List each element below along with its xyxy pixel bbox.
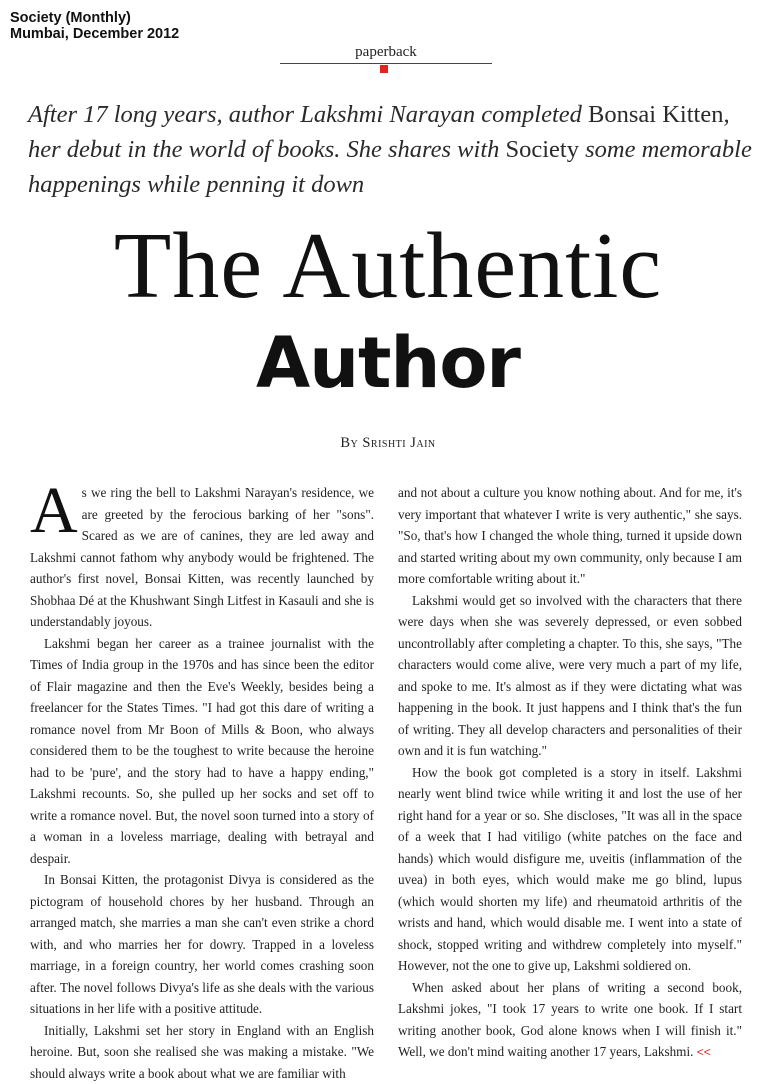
end-of-article-mark: <<	[697, 1045, 711, 1059]
section-rule	[280, 63, 492, 64]
article-column-right	[398, 482, 742, 1064]
dek-part-3: some memorable happenings while penning it down	[28, 136, 752, 198]
paragraph: Lakshmi would get so involved with the characters that there were days when she was severely depressed, or even sobbed uncontrollably after completing a chapter. To this, she says, "The characters would come alive, were very much a part of my life, and spoke to me. It's almost as if they were dictating what was happening in the book. It just happens and I think that's the fun of writing. They all develop characters and personalities of their own and it is fun watching."	[398, 590, 742, 762]
dek-part-2: , her debut in the world of books. She shares with	[28, 101, 730, 163]
paragraph: Initially, Lakshmi set her story in England with an English heroine. But, soon she realised she was making a mistake. "We should always write a book about what we are familiar with	[30, 1020, 374, 1084]
dek-part-1: After 17 long years, author Lakshmi Narayan completed	[28, 101, 588, 128]
paragraph-text: When asked about her plans of writing a second book, Lakshmi jokes, "I took 17 years to write one book. If I start writing another book, God alone knows when I will finish it." Well, we don't mind waiting another 17 years, Lakshmi.	[398, 980, 742, 1060]
dek-book-title: Bonsai Kitten	[588, 101, 723, 128]
paragraph: Lakshmi began her career as a trainee journalist with the Times of India group in the 1970s and has since been the editor of Flair magazine and then the Eve's Weekly, besides being a freelancer for the States Times. "I had got this dare of writing a romance novel from Mr Boon of Mills & Boon, who always considered them to be the toughest to write because the heroine had to be 'pure', and the story had to have a happy ending," Lakshmi recounts. So, she pulled up her socks and set off to write a romance novel. But, the novel soon turned into a story of a woman in a loveless marriage, dealing with betrayal and despair.	[30, 633, 374, 870]
paragraph	[30, 482, 374, 633]
article-dek	[28, 97, 758, 202]
headline-line-1: The Authentic	[0, 216, 776, 316]
paragraph: How the book got completed is a story in itself. Lakshmi nearly went blind twice while writing it and lost the use of her right hand for a year or so. She discloses, "It was all in the space of a week that I had vitiligo (white patches on the face and hands) which would disfigure me, uveitis (inflammation of the uvea) in both eyes, which would make me go blind, lupus (which would shorten my life) and rheumatoid arthritis of the wrists and hand, which would disable me. I went into a state of shock, stopped writing and withdrew completely into myself." However, not the one to give up, Lakshmi soldiered on.	[398, 762, 742, 977]
paragraph: In Bonsai Kitten, the protagonist Divya is considered as the pictogram of household chores by her husband. Through an arranged match, she marries a man she can't even strike a chord with, and who marries her for dowry. Trapped in a loveless marriage, in a foreign country, her world comes crashing soon after. The novel follows Divya's life as she deals with the various situations in her life with a positive attitude.	[30, 869, 374, 1020]
publication-place-date: Mumbai, December 2012	[10, 26, 179, 42]
headline-line-2: Author	[0, 323, 776, 403]
byline: By Srishti Jain	[0, 435, 776, 452]
article-column-left	[30, 482, 374, 1084]
source-info	[10, 10, 179, 42]
dek-magazine: Society	[506, 136, 580, 163]
section-accent-mark	[380, 65, 388, 73]
paragraph: and not about a culture you know nothing about. And for me, it's very important that whatever I write is very authentic," she says. "So, that's how I changed the whole thing, turned it upside down and started writing about my own community, only because I am more comfortable writing about it."	[398, 482, 742, 590]
paragraph	[398, 977, 742, 1064]
publication-name: Society (Monthly)	[10, 10, 179, 26]
section-label: paperback	[280, 44, 492, 61]
drop-cap: A	[30, 484, 78, 538]
paragraph-text: s we ring the bell to Lakshmi Narayan's residence, we are greeted by the ferocious barking of her "sons". Scared as we are of canines, they are led away and Lakshmi cannot fathom why anybody would be frightened. The author's first novel, Bonsai Kitten, was recently launched by Shobhaa Dé at the Khushwant Singh Litfest in Kasauli and she is understandably joyous.	[30, 485, 374, 629]
